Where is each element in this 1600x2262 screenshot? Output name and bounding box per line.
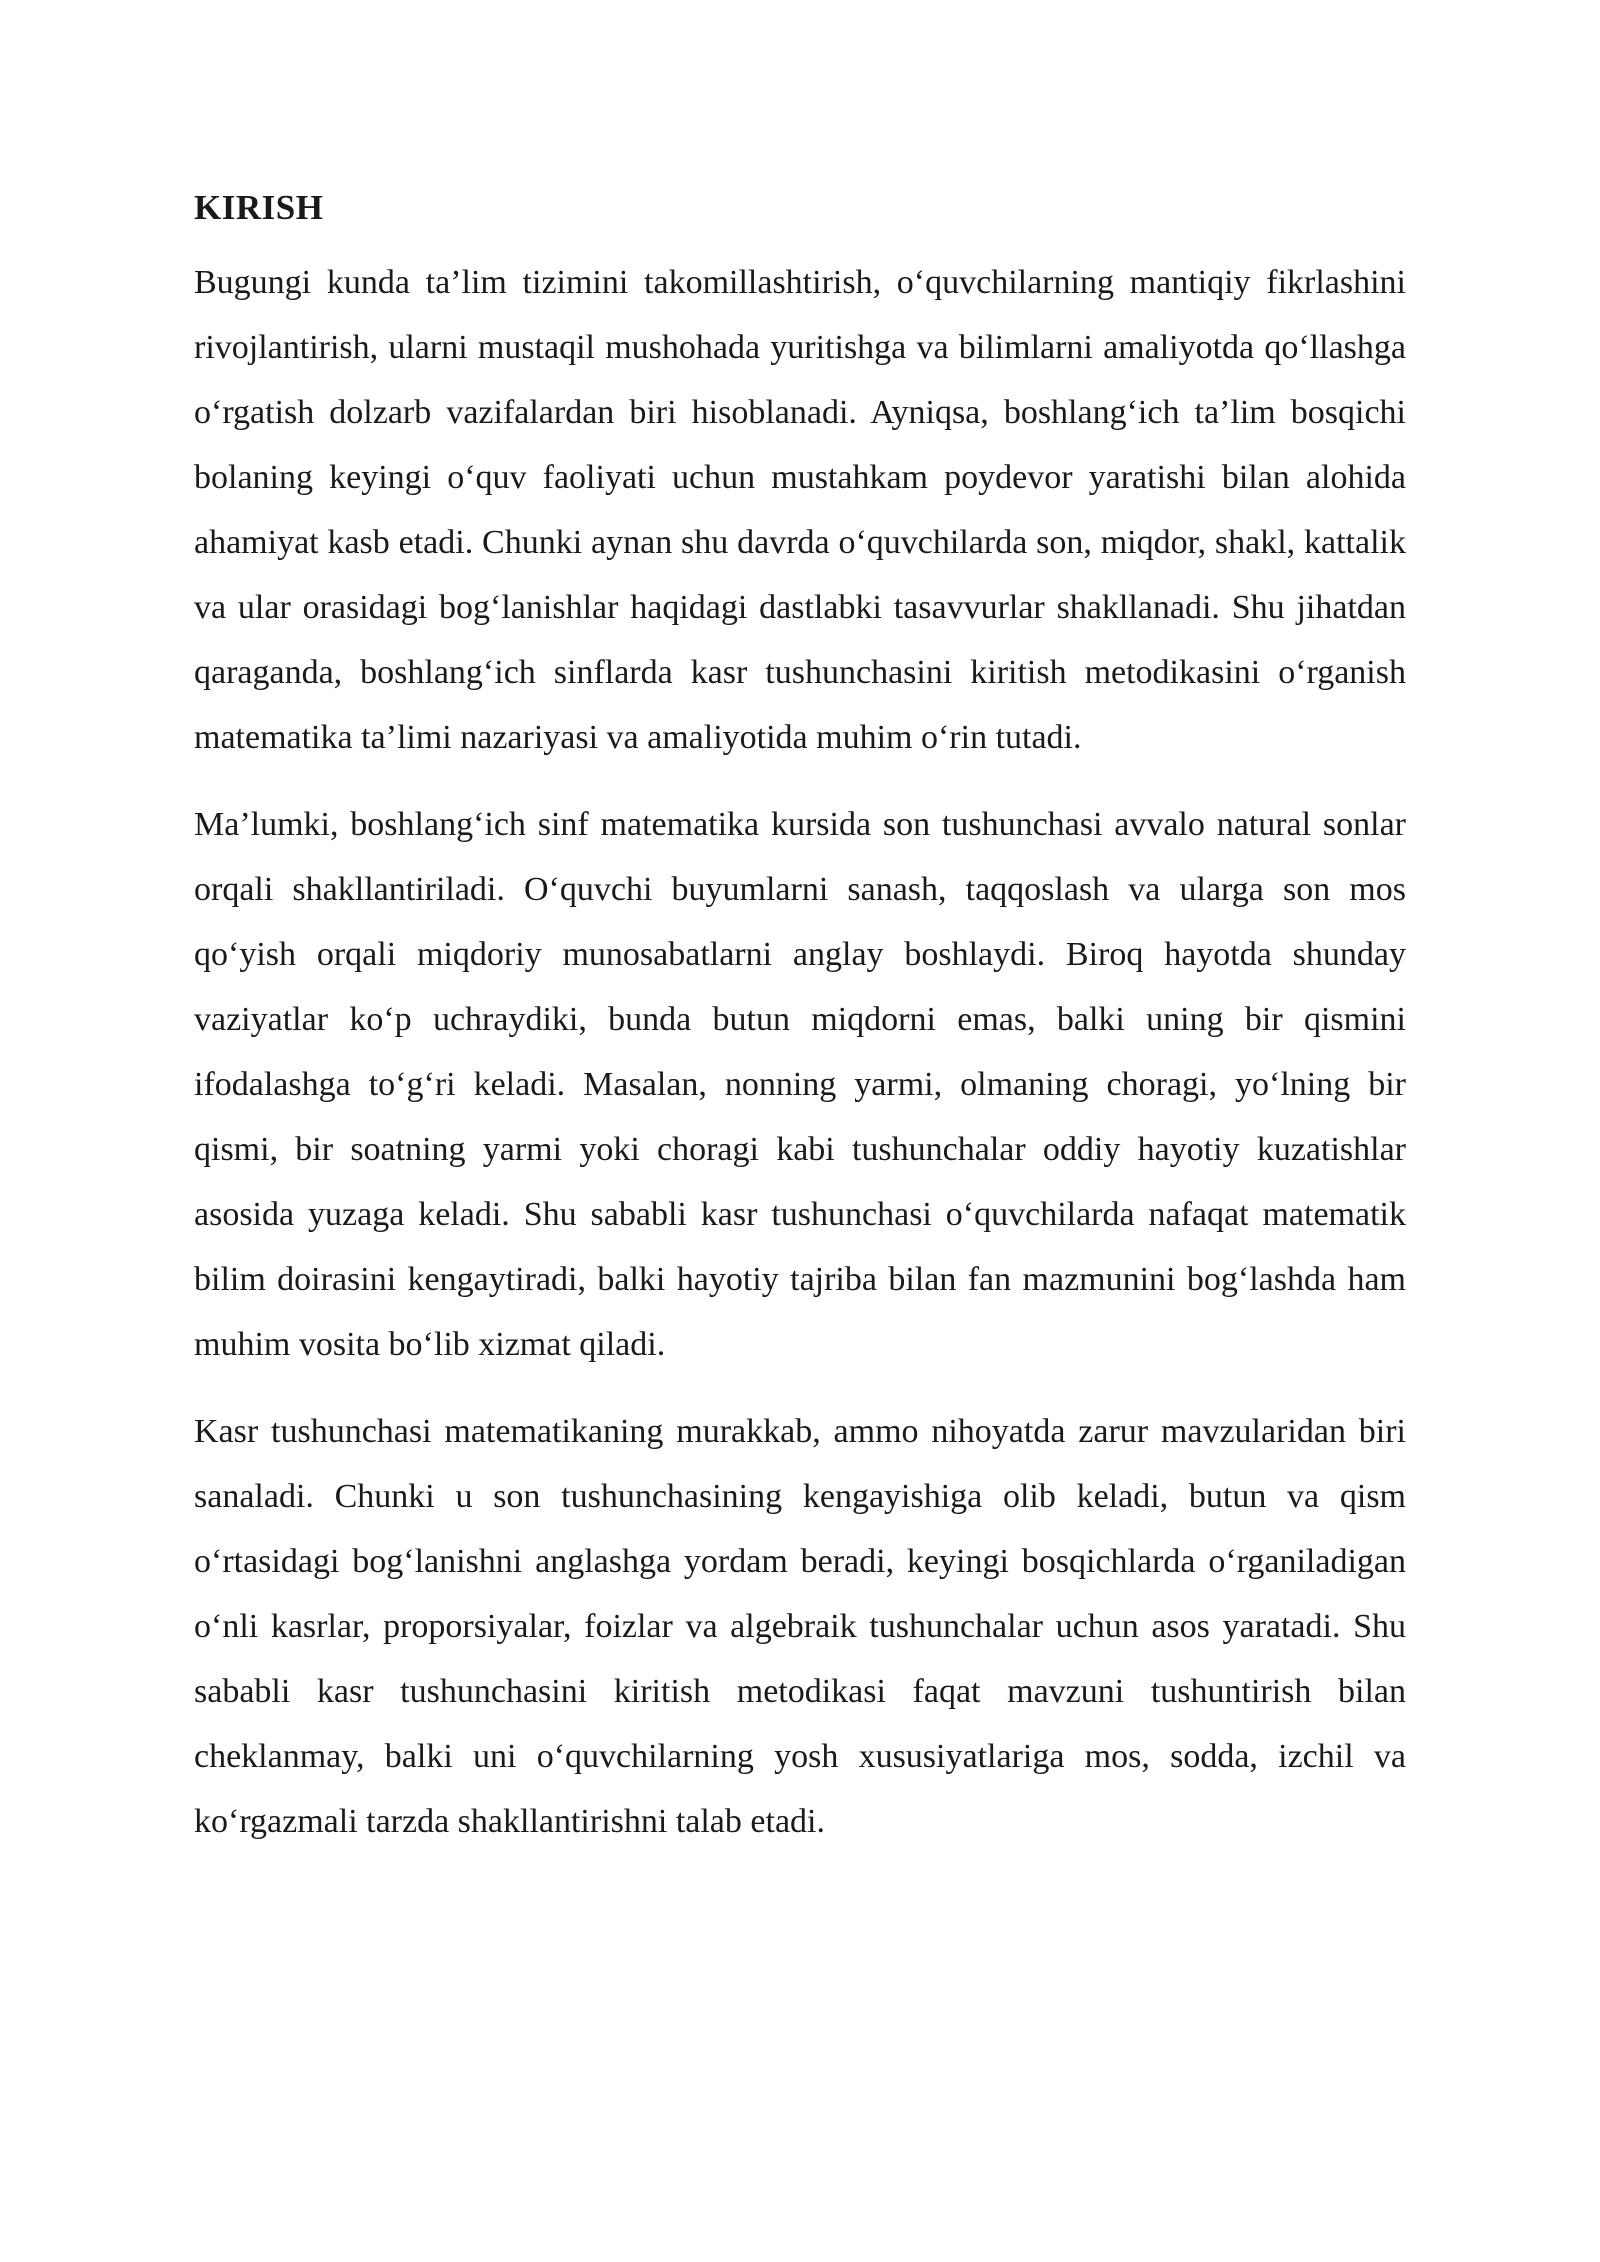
paragraph-3: Kasr tushunchasi matematikaning murakkab, ammo nihoyatda zarur mavzularidan biri sanaladi. Chunki u son tushunchasining kengayishiga olib keladi, butun va qism o‘rtasidagi bog‘lanishni anglashga yordam beradi, keyingi bosqichlarda o‘rganiladigan o‘nli kasrlar, proporsiyalar, foizlar va algebraik tushunchalar uchun asos yaratadi. Shu sababli kasr tushunchasini kiritish metodikasi faqat mavzuni tushuntirish bilan cheklanmay, balki uni o‘quvchilarning yosh xususiyatlariga mos, sodda, izchil va ko‘rgazmali tarzda shakllantirishni talab etadi. <box>194 1413 1406 1840</box>
page-content <box>194 188 1406 1876</box>
paragraph-1: Bugungi kunda ta’lim tizimini takomillashtirish, o‘quvchilarning mantiqiy fikrlashini rivojlantirish, ularni mustaqil mushohada yuritishga va bilimlarni amaliyotda qo‘llashga o‘rgatish dolzarb vazifalardan biri hisoblanadi. Ayniqsa, boshlang‘ich ta’lim bosqichi bolaning keyingi o‘quv faoliyati uchun mustahkam poydevor yaratishi bilan alohida ahamiyat kasb etadi. Chunki aynan shu davrda o‘quvchilarda son, miqdor, shakl, kattalik va ular orasidagi bog‘lanishlar haqidagi dastlabki tasavvurlar shakllanadi. Shu jihatdan qaraganda, boshlang‘ich sinflarda kasr tushunchasini kiritish metodikasini o‘rganish matematika ta’limi nazariyasi va amaliyotida muhim o‘rin tutadi. <box>194 264 1406 756</box>
paragraph-2: Ma’lumki, boshlang‘ich sinf matematika kursida son tushunchasi avvalo natural sonlar orqali shakllantiriladi. O‘quvchi buyumlarni sanash, taqqoslash va ularga son mos qo‘yish orqali miqdoriy munosabatlarni anglay boshlaydi. Biroq hayotda shunday vaziyatlar ko‘p uchraydiki, bunda butun miqdorni emas, balki uning bir qismini ifodalashga to‘g‘ri keladi. Masalan, nonning yarmi, olmaning choragi, yo‘lning bir qismi, bir soatning yarmi yoki choragi kabi tushunchalar oddiy hayotiy kuzatishlar asosida yuzaga keladi. Shu sababli kasr tushunchasi o‘quvchilarda nafaqat matematik bilim doirasini kengaytiradi, balki hayotiy tajriba bilan fan mazmunini bog‘lashda ham muhim vosita bo‘lib xizmat qiladi. <box>194 806 1406 1363</box>
section-heading: KIRISH <box>194 188 324 227</box>
